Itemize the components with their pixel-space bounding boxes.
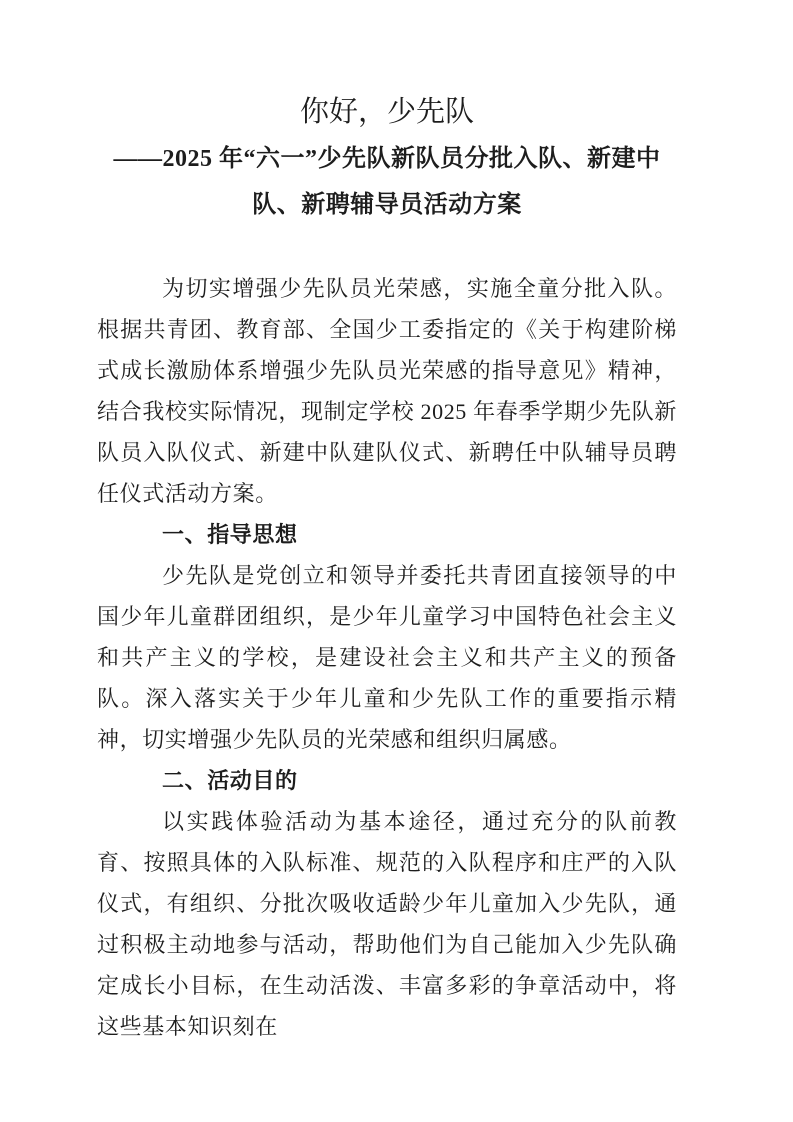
section-heading-guiding-ideology: 一、指导思想 (162, 522, 298, 547)
document-body (97, 268, 677, 1047)
section-heading-activity-purpose: 二、活动目的 (162, 768, 298, 793)
paragraph-activity-purpose: 以实践体验活动为基本途径，通过充分的队前教育、按照具体的入队标准、规范的入队程序和庄严的入队仪式，有组织、分批次吸收适龄少年儿童加入少先队，通过积极主动地参与活动，帮助他们为自己能加入少先队确定成长小目标，在生动活泼、丰富多彩的争章活动中，将这些基本知识刻在 (97, 809, 677, 1039)
paragraph-guiding-ideology: 少先队是党创立和领导并委托共青团直接领导的中国少年儿童群团组织，是少年儿童学习中国特色社会主义和共产主义的学校，是建设社会主义和共产主义的预备队。深入落实关于少年儿童和少先队工作的重要指示精神，切实增强少先队员的光荣感和组织归属感。 (97, 563, 677, 752)
title-body-spacer (97, 228, 677, 268)
paragraph-intro: 为切实增强少先队员光荣感，实施全童分批入队。根据共青团、教育部、全国少工委指定的《关于构建阶梯式成长激励体系增强少先队员光荣感的指导意见》精神，结合我校实际情况，现制定学校 2025 年春季学期少先队新队员入队仪式、新建中队建队仪式、新聘任中队辅导员聘任仪式活动方案。 (97, 276, 677, 506)
document-subtitle: ——2025 年“六一”少先队新队员分批入队、新建中队、新聘辅导员活动方案 (113, 146, 661, 218)
document-title: 你好，少先队 (299, 96, 474, 128)
